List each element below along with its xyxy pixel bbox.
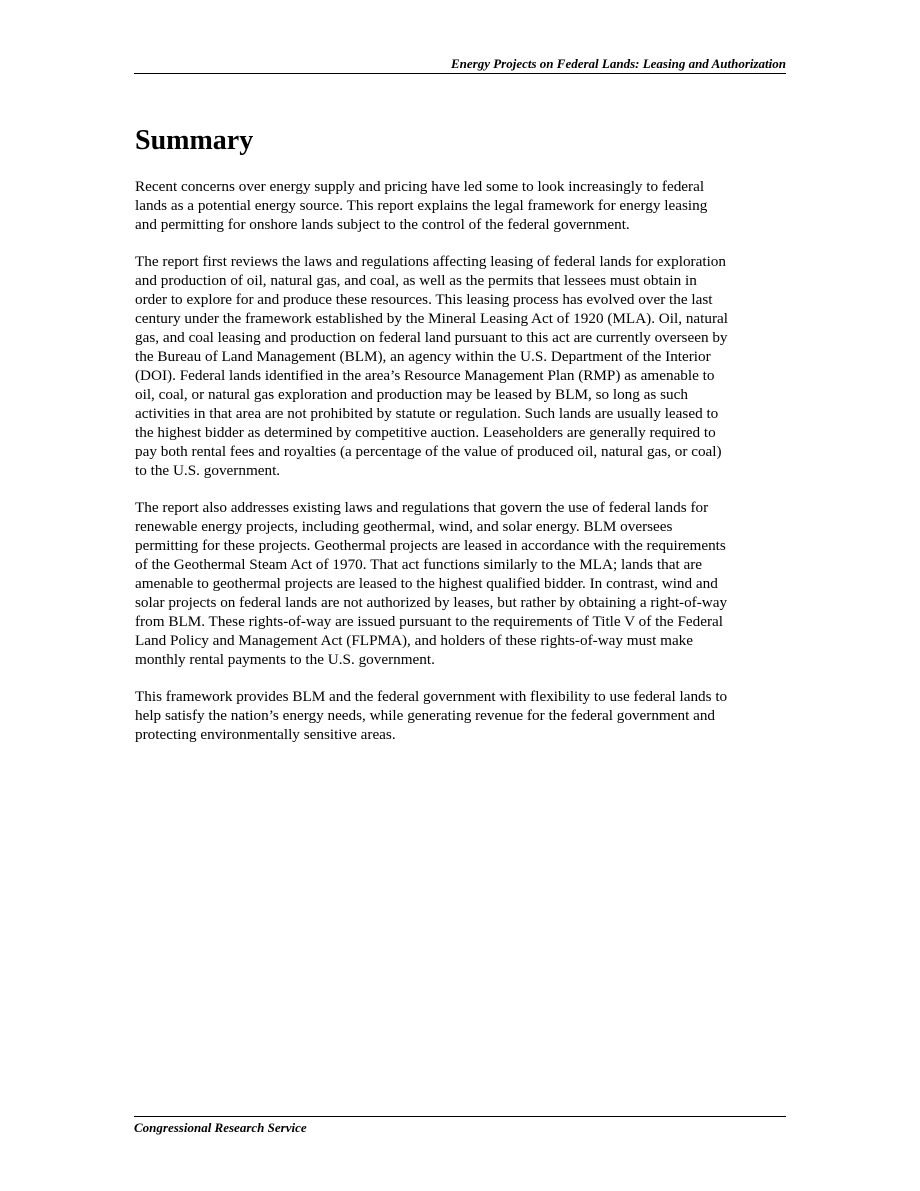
summary-paragraph — [135, 498, 790, 669]
text-line: the highest bidder as determined by competitive auction. Leaseholders are generally required to — [135, 424, 716, 441]
text-line: renewable energy projects, including geothermal, wind, and solar energy. BLM oversees — [135, 518, 673, 535]
running-header: Energy Projects on Federal Lands: Leasing and Authorization — [134, 56, 786, 74]
text-line: (DOI). Federal lands identified in the area’s Resource Management Plan (RMP) as amenable to — [135, 367, 715, 384]
text-line: help satisfy the nation’s energy needs, while generating revenue for the federal government and — [135, 707, 716, 724]
summary-paragraph — [135, 252, 790, 480]
summary-paragraph — [135, 177, 790, 234]
text-line: to the U.S. government. — [135, 462, 281, 479]
text-line: and production of oil, natural gas, and coal, as well as the permits that lessees must obtain in — [135, 272, 697, 289]
page-title: Summary — [135, 125, 254, 156]
summary-body — [135, 177, 790, 762]
running-footer: Congressional Research Service — [134, 1116, 786, 1136]
text-line: pay both rental fees and royalties (a percentage of the value of produced oil, natural gas, or coal) — [135, 443, 722, 460]
text-line: The report also addresses existing laws and regulations that govern the use of federal lands for — [135, 499, 709, 516]
text-line: Land Policy and Management Act (FLPMA), and holders of these rights-of-way must make — [135, 632, 694, 649]
text-line: gas, and coal leasing and production on federal land pursuant to this act are currently overseen by — [135, 329, 728, 346]
text-line: and permitting for onshore lands subject to the control of the federal government. — [135, 216, 630, 233]
text-line: lands as a potential energy source. This report explains the legal framework for energy leasing — [135, 197, 708, 214]
text-line: This framework provides BLM and the federal government with flexibility to use federal lands to — [135, 688, 728, 705]
text-line: solar projects on federal lands are not authorized by leases, but rather by obtaining a right-of-way — [135, 594, 728, 611]
summary-paragraph — [135, 687, 790, 744]
text-line: the Bureau of Land Management (BLM), an agency within the U.S. Department of the Interior — [135, 348, 711, 365]
text-line: oil, coal, or natural gas exploration and production may be leased by BLM, so long as such — [135, 386, 688, 403]
text-line: permitting for these projects. Geothermal projects are leased in accordance with the requirements — [135, 537, 726, 554]
text-line: from BLM. These rights-of-way are issued pursuant to the requirements of Title V of the Federal — [135, 613, 723, 630]
text-line: protecting environmentally sensitive areas. — [135, 726, 396, 743]
text-line: of the Geothermal Steam Act of 1970. That act functions similarly to the MLA; lands that are — [135, 556, 703, 573]
text-line: activities in that area are not prohibited by statute or regulation. Such lands are usually leased to — [135, 405, 719, 422]
text-line: century under the framework established by the Mineral Leasing Act of 1920 (MLA). Oil, natural — [135, 310, 728, 327]
text-line: monthly rental payments to the U.S. government. — [135, 651, 435, 668]
text-line: order to explore for and produce these resources. This leasing process has evolved over the last — [135, 291, 713, 308]
text-line: Recent concerns over energy supply and pricing have led some to look increasingly to federal — [135, 178, 705, 195]
text-line: The report first reviews the laws and regulations affecting leasing of federal lands for exploration — [135, 253, 726, 270]
text-line: amenable to geothermal projects are leased to the highest qualified bidder. In contrast, wind and — [135, 575, 718, 592]
